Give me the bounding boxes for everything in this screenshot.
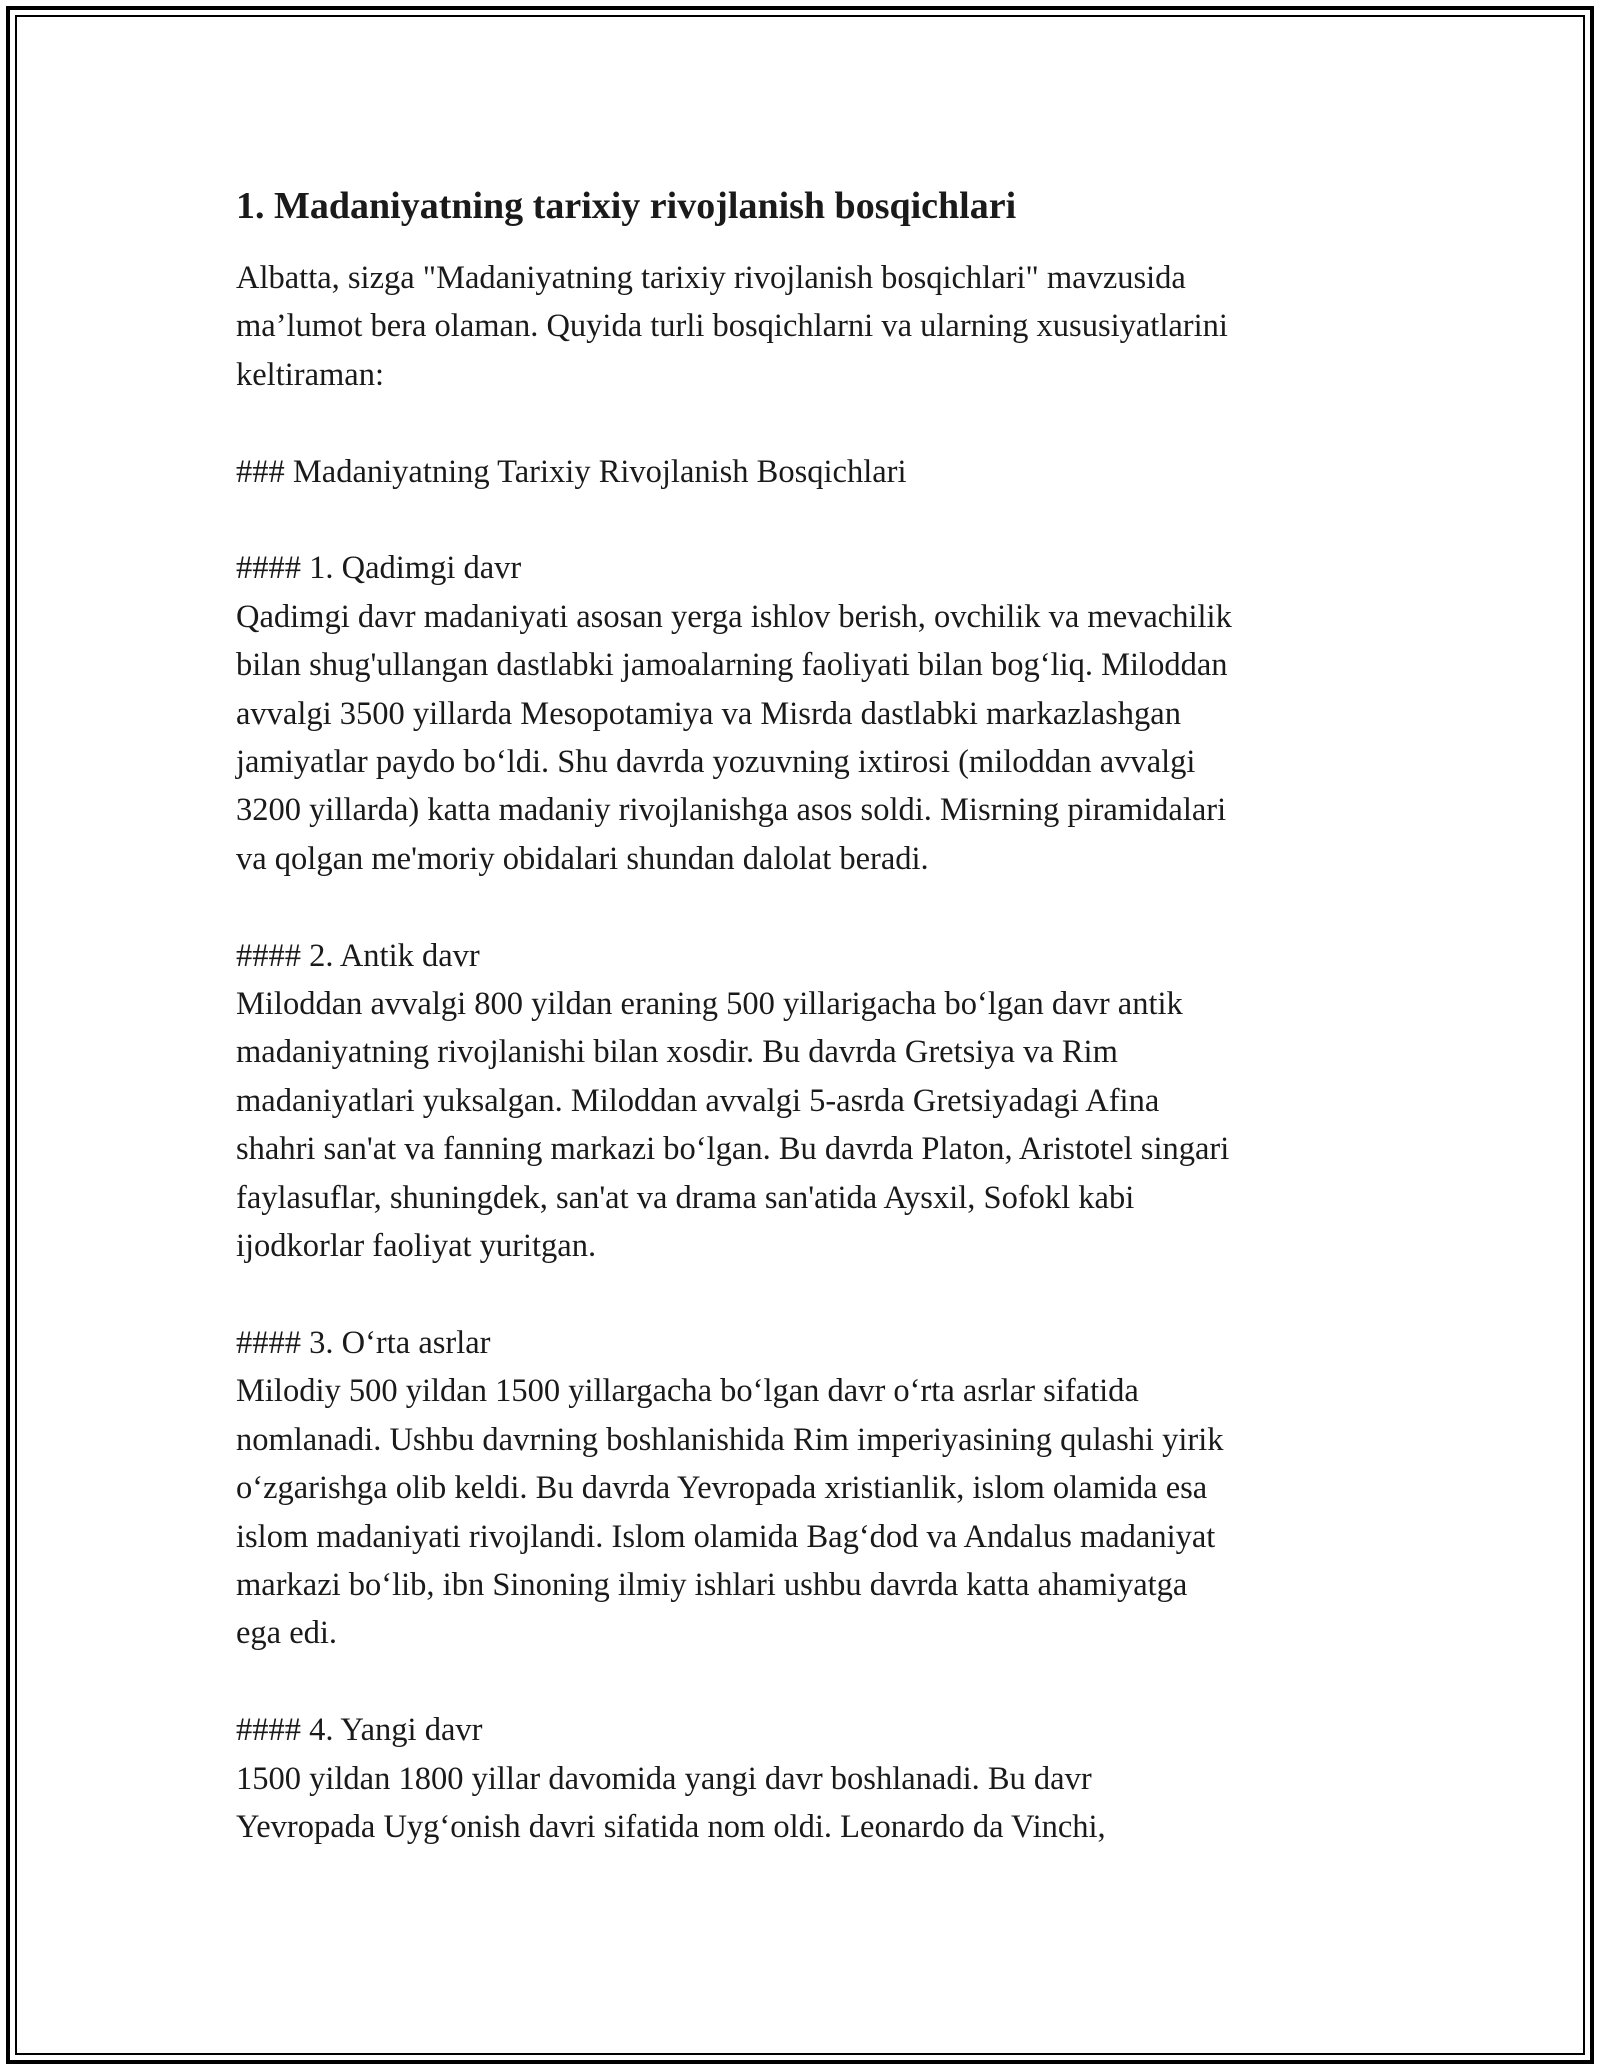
intro-paragraph: Albatta, sizga "Madaniyatning tarixiy rivojlanish bosqichlari" mavzusida ma’lumot bera olaman. Quyida turli bosqichlarni va ularning xususiyatlarini keltiraman: bbox=[236, 260, 1228, 393]
section-heading-4: #### 4. Yangi davr bbox=[236, 1712, 483, 1749]
paragraph-gap bbox=[236, 399, 1376, 447]
section-body-4: 1500 yildan 1800 yillar davomida yangi davr boshlanadi. Bu davr Yevropada Uyg‘onish davri sifatida nom oldi. Leonardo da Vinchi, bbox=[236, 1760, 1106, 1845]
page-title: 1. Madaniyatning tarixiy rivojlanish bosqichlari bbox=[236, 185, 1017, 227]
main-heading: ### Madaniyatning Tarixiy Rivojlanish Bosqichlari bbox=[236, 453, 907, 490]
paragraph-gap bbox=[236, 1658, 1376, 1706]
document-body bbox=[236, 182, 1376, 1851]
paragraph-gap bbox=[236, 496, 1376, 544]
section-body-1: Qadimgi davr madaniyati asosan yerga ishlov berish, ovchilik va mevachilik bilan shug'ullangan dastlabki jamoalarning faoliyati bilan bog‘liq. Miloddan avvalgi 3500 yillarda Mesopotamiya va Misrda dastlabki markazlashgan jamiyatlar paydo bo‘ldi. Shu davrda yozuvning ixtirosi (miloddan avvalgi 3200 yillarda) katta madaniy rivojlanishga asos soldi. Misrning piramidalari va qolgan me'moriy obidalari shundan dalolat beradi. bbox=[236, 598, 1232, 877]
section-body-2: Miloddan avvalgi 800 yildan eraning 500 yillarigacha bo‘lgan davr antik madaniyatning rivojlanishi bilan xosdir. Bu davrda Gretsiya va Rim madaniyatlari yuksalgan. Miloddan avvalgi 5-asrda Gretsiyadagi Afina shahri san'at va fanning markazi bo‘lgan. Bu davrda Platon, Aristotel singari faylasuflar, shuningdek, san'at va drama san'atida Aysxil, Sofokl kabi ijodkorlar faoliyat yuritgan. bbox=[236, 986, 1230, 1265]
paragraph-gap bbox=[236, 1270, 1376, 1318]
paragraph-gap bbox=[236, 883, 1376, 931]
section-heading-3: #### 3. O‘rta asrlar bbox=[236, 1324, 491, 1361]
section-body-3: Milodiy 500 yildan 1500 yillargacha bo‘lgan davr o‘rta asrlar sifatida nomlanadi. Ushbu davrning boshlanishida Rim imperiyasining qulashi yirik o‘zgarishga olib keldi. Bu davrda Yevropada xristianlik, islom olamida esa islom madaniyati rivojlandi. Islom olamida Bag‘dod va Andalus madaniyat markazi bo‘lib, ibn Sinoning ilmiy ishlari ushbu davrda katta ahamiyatga ega edi. bbox=[236, 1373, 1224, 1652]
section-heading-1: #### 1. Qadimgi davr bbox=[236, 550, 522, 587]
section-heading-2: #### 2. Antik davr bbox=[236, 937, 480, 974]
